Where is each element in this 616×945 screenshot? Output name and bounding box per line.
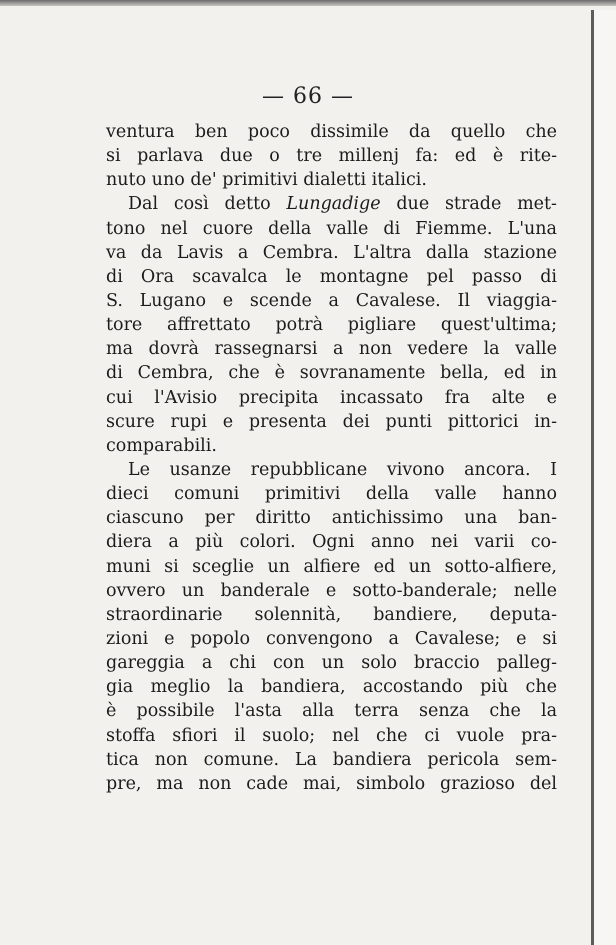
body-text [106, 120, 557, 796]
text-line: è possibile l'asta alla terra senza che la [106, 701, 557, 722]
text-line: dieci comuni primitivi della valle hanno [106, 484, 557, 505]
text-line: nuto uno de' primitivi dialetti italici. [106, 170, 427, 191]
text-line: scure rupi e presenta dei punti pittorici in- [106, 411, 557, 432]
text-line: ciascuno per diritto antichissimo una ban- [106, 508, 557, 529]
text-line: ventura ben poco dissimile da quello che [106, 122, 557, 142]
text-line: S. Lugano e scende a Cavalese. Il viaggia- [106, 290, 557, 311]
text-line: cui l'Avisio precipita incassato fra alte e [106, 387, 557, 408]
text-line: diera a più colori. Ogni anno nei varii co- [106, 532, 557, 553]
text-line: di Ora scavalca le montagne pel passo di [106, 266, 557, 287]
text-line: tono nel cuore della valle di Fiemme. L'una [106, 218, 557, 239]
top-border [0, 0, 616, 6]
text-line: muni si sceglie un alfiere ed un sotto-alfiere, [106, 556, 557, 577]
text-line: comparabili. [106, 435, 217, 456]
text-line: straordinarie solennità, bandiere, deputa- [106, 604, 557, 625]
text-span: due strade met- [396, 194, 557, 215]
page-edge [591, 10, 616, 945]
text-line: ovvero un banderale e sotto-banderale; nelle [106, 580, 557, 601]
text-line: gareggia a chi con un solo braccio palleg- [106, 653, 557, 674]
text-line: tica non comune. La bandiera pericola sem- [106, 749, 557, 770]
text-line: tore affrettato potrà pigliare quest'ultima; [106, 315, 557, 336]
text-line: si parlava due o tre millenj fa: ed è rite- [106, 146, 557, 167]
text-line: stoffa sfiori il suolo; nel che ci vuole pra- [106, 725, 557, 746]
text-line: ma dovrà rassegnarsi a non vedere la valle [106, 339, 557, 360]
italic-term: Lungadige [286, 194, 381, 215]
text-span: Dal così detto [128, 194, 271, 215]
text-line: Le usanze repubblicane vivono ancora. I [128, 459, 557, 480]
text-line: gia meglio la bandiera, accostando più che [106, 677, 557, 698]
text-line [106, 192, 557, 216]
page-number: — 66 — [262, 84, 354, 109]
text-line: pre, ma non cade mai, simbolo grazioso del [106, 773, 557, 794]
text-line: va da Lavis a Cembra. L'altra dalla stazione [106, 242, 557, 263]
text-line: di Cembra, che è sovranamente bella, ed in [106, 363, 557, 384]
text-line: zioni e popolo convengono a Cavalese; e si [106, 628, 557, 649]
